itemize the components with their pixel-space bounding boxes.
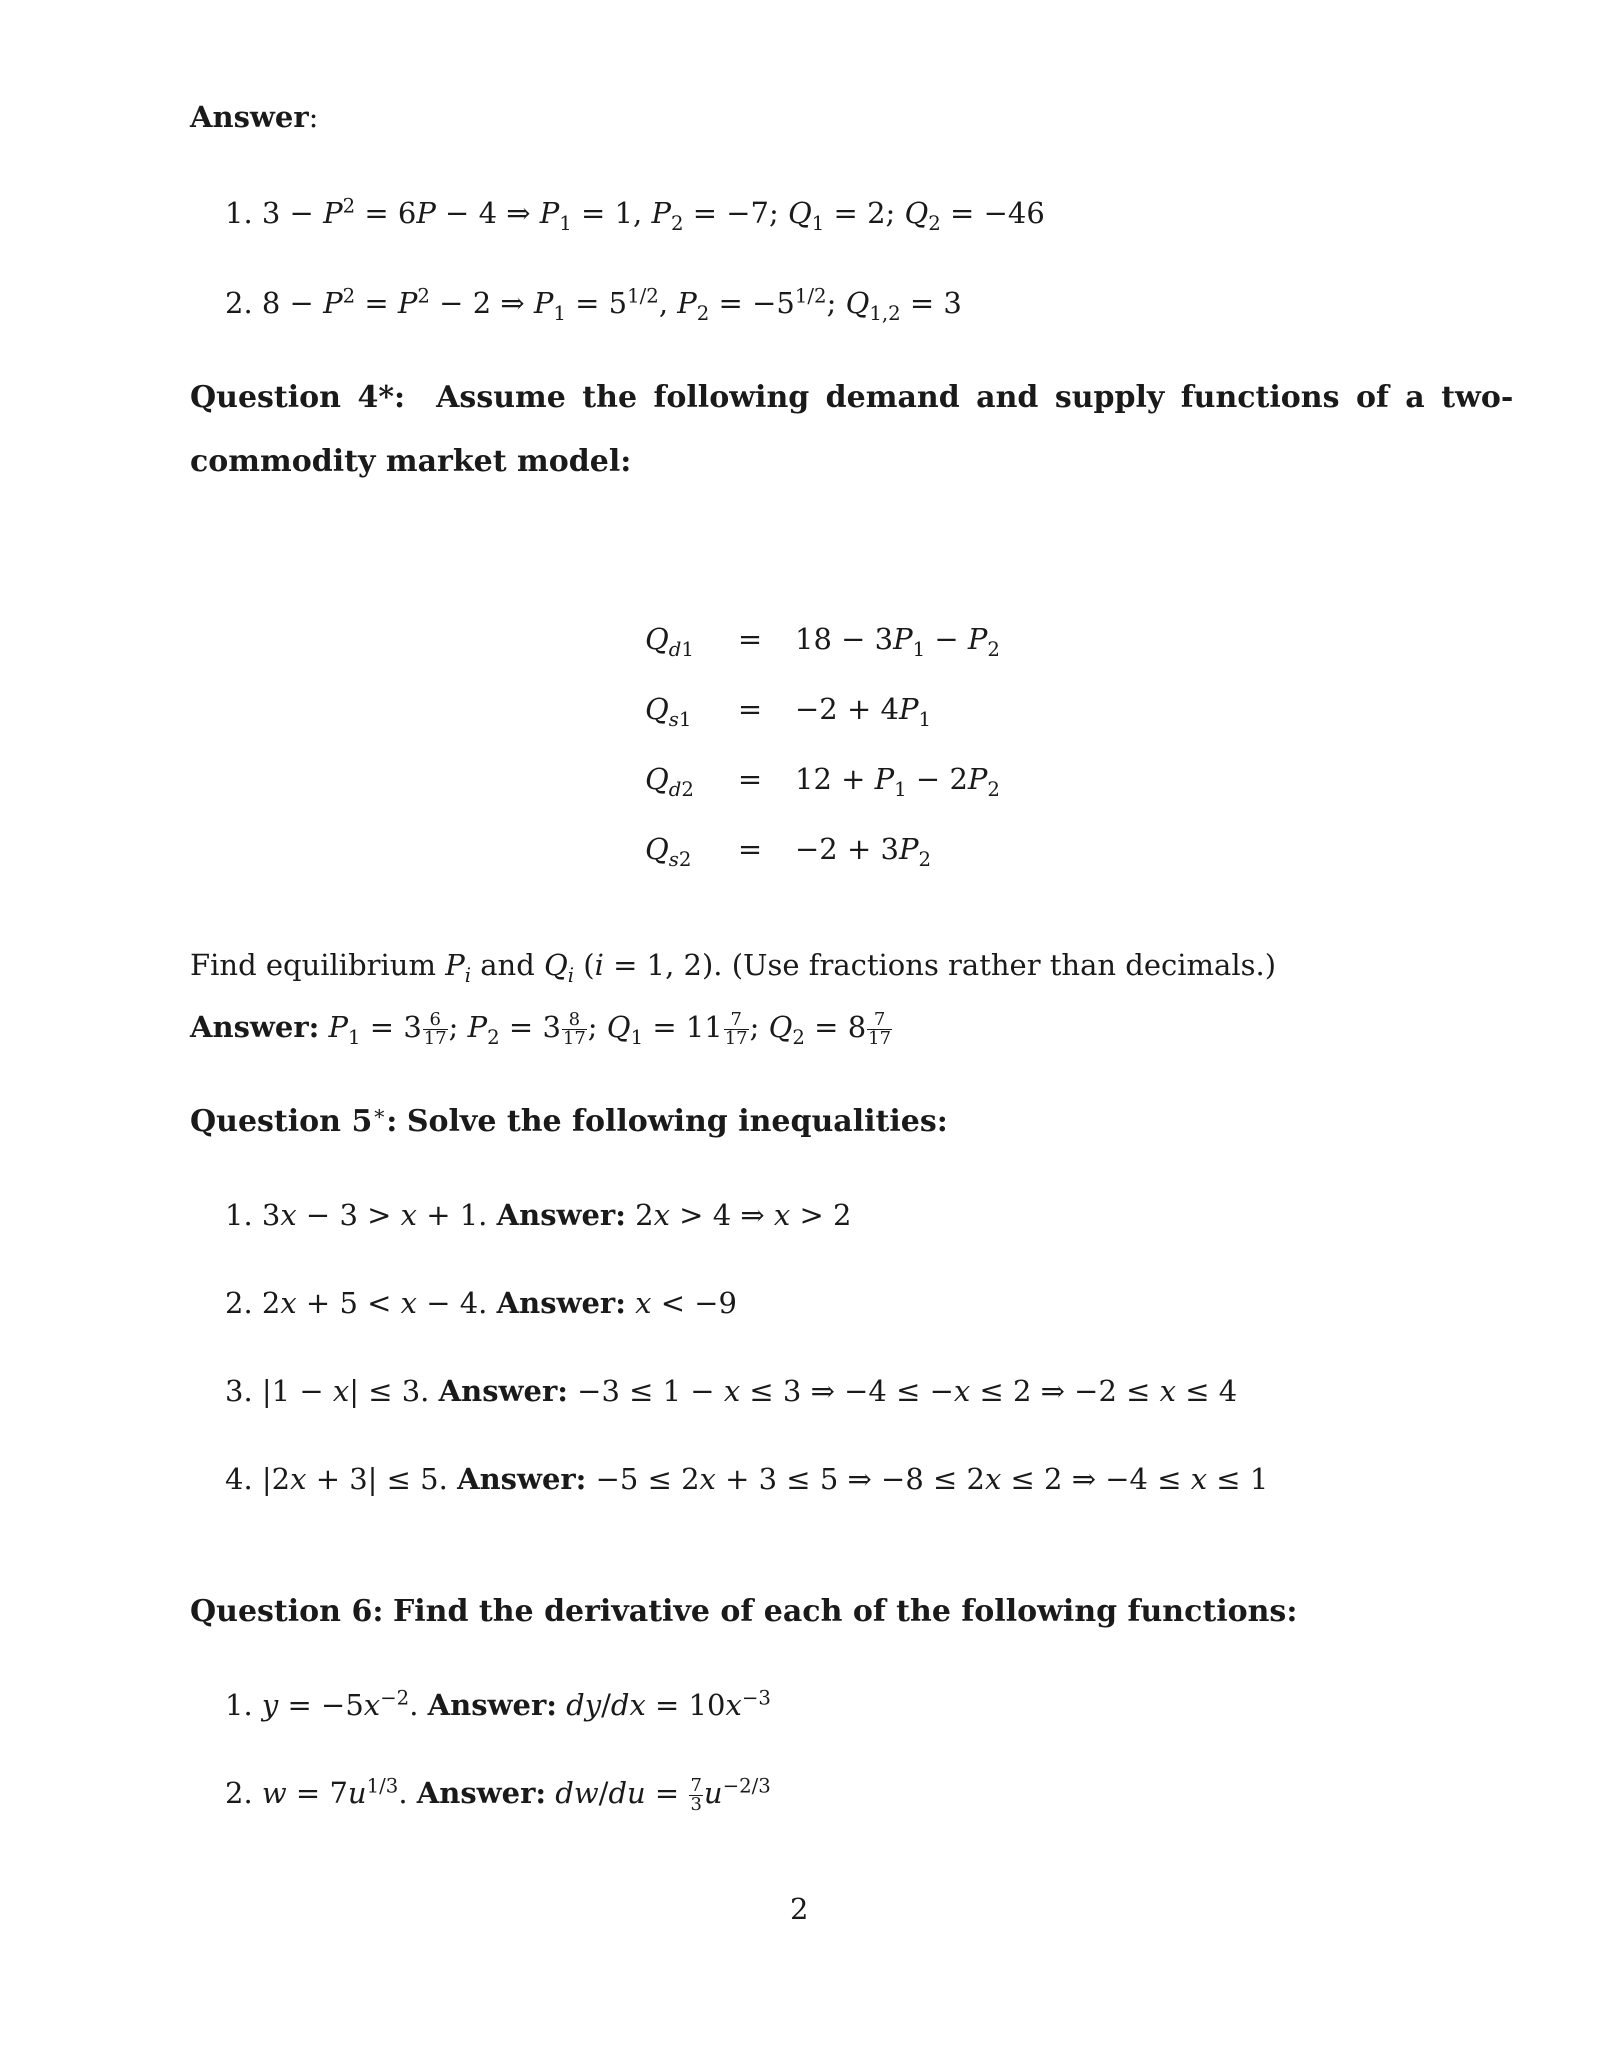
question-4-instruction: Find equilibrium $P_i$ and $Q_i$ (i = 1, 2). (Use fractions rather than decimals.) [190,948,1277,987]
question-5-heading: Question 5∗: Solve the following inequalities: [190,1101,948,1139]
equation-qs1: $Q_{s1}$ = $-2 + 4P_1$ [645,692,931,731]
q5-item-2: 2. 2x + 5 < x − 4. Answer: x < −9 [225,1286,737,1320]
question-4-heading-cont: commodity market model: [190,444,632,479]
q5-item-1: 1. 3x − 3 > x + 1. Answer: 2x > 4 ⇒ x > 2 [225,1198,852,1232]
page-number: 2 [790,1892,809,1926]
answer-heading: Answer: [190,100,319,134]
q5-item-4: 4. |2x + 3| ≤ 5. Answer: −5 ≤ 2x + 3 ≤ 5 ⇒ −8 ≤ 2x ≤ 2 ⇒ −4 ≤ x ≤ 1 [225,1462,1269,1496]
q6-item-2: 2. $w = 7u^{1/3}$. Answer: dw/du = $\frac{7}{3}$ $u^{-2/3}$ [225,1774,771,1815]
q3-answer-1: 1. $3 - P^2 = 6P - 4$ ⇒ $P_1 = 1$, $P_2 = -7$; $Q_1 = 2$; $Q_2 = -46$ [225,194,1045,235]
equation-qd1: $Q_{d1}$ = $18 - 3P_1 - P_2$ [645,622,1000,661]
equation-qd2: $Q_{d2}$ = $12 + P_1 - 2P_2$ [645,762,1000,801]
q6-item-1: 1. $y = -5x^{-2}$. Answer: $dy/dx = 10x^{-3}$ [225,1686,771,1722]
q5-item-3: 3. |1 − x| ≤ 3. Answer: −3 ≤ 1 − x ≤ 3 ⇒ −4 ≤ −x ≤ 2 ⇒ −2 ≤ x ≤ 4 [225,1374,1238,1408]
question-4-answer: Answer: $P_1 = 3$ $\frac{6}{17}$ ; $P_2 = 3$ $\frac{8}{17}$ ; $Q_1 = 11$ $\frac{7}{17}$ ; $Q_2 = 8$ $\frac{7}{17}$ [190,1008,892,1049]
q3-answer-2: 2. $8 - P^2 = P^2 - 2$ ⇒ $P_1 = 5^{1/2}$, $P_2 = -5^{1/2}$; $Q_{1,2} = 3$ [225,284,962,325]
question-6-heading: Question 6: Find the derivative of each of the following functions: [190,1594,1298,1629]
equation-qs2: $Q_{s2}$ = $-2 + 3P_2$ [645,832,931,871]
question-4-heading: Question 4*: Assume the following demand and supply functions of a two- [190,380,1514,415]
